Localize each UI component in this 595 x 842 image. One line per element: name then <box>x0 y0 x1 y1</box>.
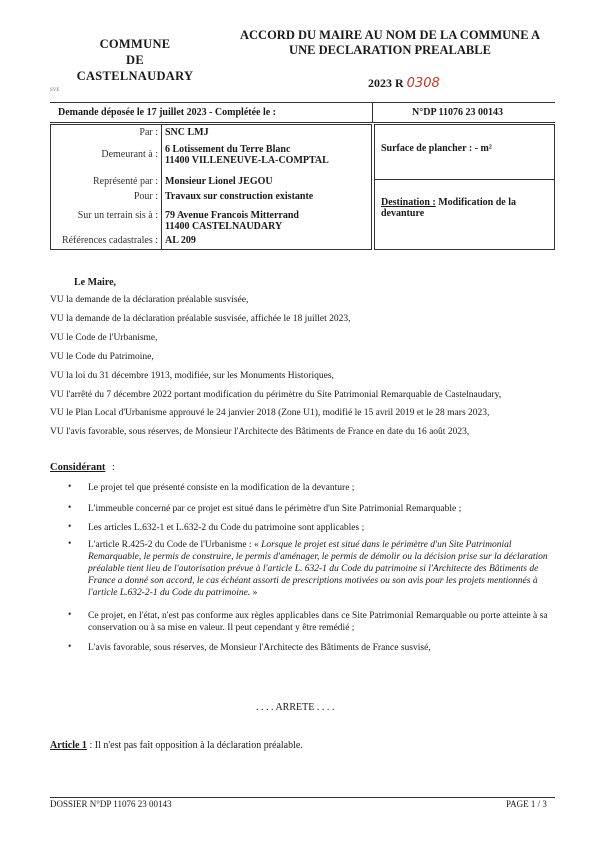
title-line: ACCORD DU MAIRE AU NOM DE LA COMMUNE A <box>240 28 540 42</box>
title-line: UNE DECLARATION PREALABLE <box>289 43 491 57</box>
considering-item: L'immeuble concerné par ce projet est situé dans le périmètre d'un Site Patrimonial Remarquable ; <box>88 504 462 514</box>
article-1 <box>50 740 303 751</box>
value: Monsieur Lionel JEGOU <box>165 176 273 187</box>
label: Références cadastrales : <box>61 235 158 246</box>
vu-line: VU la demande de la déclaration préalable susvisée, <box>50 295 249 305</box>
floor-surface: Surface de plancher : - m² <box>381 143 492 154</box>
label: Sur un terrain sis à : <box>77 210 158 221</box>
r425-quote: Lorsque le projet est situé dans le périmètre d'un Site Patrimonial Remarquable, le permis de construire, le permis d'aménager, le permis de démolir ou la décision prise sur la déclaration préalable tient lieu de l'autorisation prévue à l'article L. 632-1 du Code du patrimoine si l'Architecte des Bâtiments de France a donné son accord, le cas échéant assorti de prescriptions motivées ou son avis pour les projets mentionnés à l'article L.632-2-1 du Code du patrimoine. <box>88 540 548 598</box>
deposit-date: Demande déposée le 17 juillet 2023 - Complétée le : <box>58 107 277 118</box>
applicant-details <box>50 124 372 250</box>
considering-item: L'avis favorable, sous réserves, de Monsieur l'Architecte des Bâtiments de France susvisé, <box>88 643 431 653</box>
r425-intro: L'article R.425-2 du Code de l'Urbanisme : « <box>88 540 262 550</box>
commune-name <box>60 36 210 84</box>
handwritten-number: 0308 <box>406 76 440 91</box>
dossier-number: N°DP 11076 23 00143 <box>412 107 503 118</box>
address-line: 6 Lotissement du Terre Blanc <box>165 144 291 155</box>
divider <box>375 179 554 180</box>
footer-divider <box>50 797 555 798</box>
commune-line: DE <box>126 53 144 67</box>
divider <box>372 103 373 122</box>
label: Pour : <box>133 191 158 202</box>
considering-item: Ce projet, en l'état, n'est pas conforme aux règles applicables dans ce Site Patrimonial Remarquable ou porte atteinte à sa conservation ou à sa mise en valeur. Il peut cependant y être remédié ; <box>88 611 548 633</box>
mayor-heading: Le Maire, <box>74 277 117 288</box>
bullet-icon: • <box>68 482 72 492</box>
label: Par : <box>139 127 158 138</box>
bullet-icon: • <box>68 642 72 652</box>
service-code: SVE <box>50 88 60 93</box>
destination <box>381 197 551 219</box>
value <box>165 210 299 232</box>
commune-line: COMMUNE <box>99 37 171 51</box>
vu-line: VU le Plan Local d'Urbanisme approuvé le 24 janvier 2018 (Zone U1), modifié le 15 avril 2019 et le 28 mars 2023, <box>50 408 490 418</box>
address-line: 11400 VILLENEUVE-LA-COMPTAL <box>165 155 329 166</box>
value: Travaux sur construction existante <box>165 191 314 202</box>
considering-item-r425 <box>88 539 550 599</box>
value: AL 209 <box>165 235 196 246</box>
bullet-icon: • <box>68 522 72 532</box>
commune-line: CASTELNAUDARY <box>76 69 194 83</box>
vu-line: VU la demande de la déclaration préalable susvisée, affichée le 18 juillet 2023, <box>50 314 351 324</box>
value: SNC LMJ <box>165 127 209 138</box>
bullet-icon: • <box>68 610 72 620</box>
bullet-icon: • <box>68 539 72 549</box>
considering-colon: : <box>112 462 115 473</box>
address-line: 11400 CASTELNAUDARY <box>165 221 283 232</box>
article-text: : Il n'est pas fait opposition à la déclaration préalable. <box>86 740 303 751</box>
considering-heading: Considérant <box>50 462 106 473</box>
footer-dossier: DOSSIER N°DP 11076 23 00143 <box>50 799 172 809</box>
footer-page: PAGE 1 / 3 <box>506 799 547 809</box>
project-details <box>374 124 555 250</box>
destination-value: Modification de la devanture <box>381 197 517 219</box>
value <box>165 144 329 166</box>
vu-line: VU l'arrêté du 7 décembre 2022 portant modification du périmètre du Site Patrimonial Remarquable de Castelnaudary, <box>50 390 502 400</box>
label: Représenté par : <box>93 176 158 187</box>
arrete-reference <box>368 76 440 91</box>
address-line: 79 Avenue Francois Mitterrand <box>165 210 299 221</box>
considering-item: Le projet tel que présenté consiste en la modification de la devanture ; <box>88 483 355 493</box>
divider <box>161 125 162 249</box>
reference-prefix: 2023 R <box>368 76 404 90</box>
vu-line: VU l'avis favorable, sous réserves, de Monsieur l'Architecte des Bâtiments de France en date du 16 août 2023, <box>50 427 470 437</box>
vu-line: VU le Code de l'Urbanisme, <box>50 333 158 343</box>
arrete-heading: . . . . ARRETE . . . . <box>256 702 335 713</box>
label: Demeurant à : <box>101 149 158 160</box>
considering-item: Les articles L.632-1 et L.632-2 du Code du patrimoine sont applicables ; <box>88 523 365 533</box>
destination-label: Destination : <box>381 197 436 208</box>
r425-end: » <box>250 588 258 598</box>
vu-line: VU la loi du 31 décembre 1913, modifiée, sur les Monuments Historiques, <box>50 371 334 381</box>
document-title <box>225 28 555 58</box>
request-header <box>50 102 555 123</box>
article-label: Article 1 <box>50 740 87 751</box>
vu-line: VU le Code du Patrimoine, <box>50 352 154 362</box>
applicant-info <box>50 124 555 248</box>
bullet-icon: • <box>68 503 72 513</box>
